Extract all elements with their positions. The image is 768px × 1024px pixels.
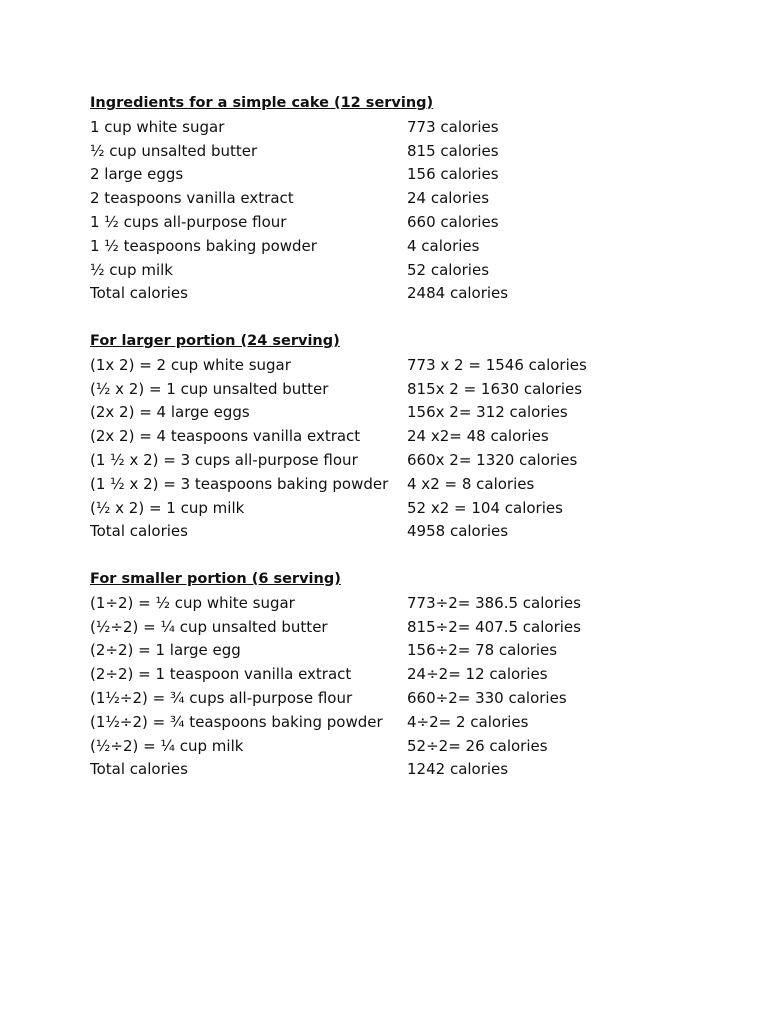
ingredient-item: (1½÷2) = ¾ teaspoons baking powder bbox=[90, 712, 383, 731]
calorie-value: 156x 2= 312 calories bbox=[407, 403, 568, 422]
ingredient-row bbox=[90, 663, 730, 687]
ingredient-item: 1 ½ teaspoons baking powder bbox=[90, 236, 317, 255]
ingredient-item: (1 ½ x 2) = 3 cups all-purpose flour bbox=[90, 450, 358, 469]
ingredient-row bbox=[90, 687, 730, 711]
total-row bbox=[90, 282, 730, 306]
calorie-value: 660÷2= 330 calories bbox=[407, 688, 567, 707]
section-heading: For smaller portion (6 serving) bbox=[90, 570, 341, 587]
ingredient-item: (2x 2) = 4 large eggs bbox=[90, 403, 250, 422]
ingredient-row bbox=[90, 187, 730, 211]
ingredient-item: (2÷2) = 1 teaspoon vanilla extract bbox=[90, 665, 352, 684]
total-value: 4958 calories bbox=[407, 522, 509, 541]
calorie-value: 52÷2= 26 calories bbox=[407, 736, 548, 755]
ingredient-row bbox=[90, 378, 730, 402]
calorie-value: 660 calories bbox=[407, 212, 499, 231]
calorie-value: 24 x2= 48 calories bbox=[407, 427, 549, 446]
calorie-value: 24 calories bbox=[407, 189, 490, 208]
total-label: Total calories bbox=[90, 522, 188, 541]
calorie-value: 815÷2= 407.5 calories bbox=[407, 617, 581, 636]
ingredient-item: 2 large eggs bbox=[90, 165, 184, 184]
ingredient-row bbox=[90, 473, 730, 497]
ingredient-row bbox=[90, 449, 730, 473]
ingredient-row bbox=[90, 497, 730, 521]
total-row bbox=[90, 520, 730, 544]
ingredient-item: (½ x 2) = 1 cup unsalted butter bbox=[90, 379, 329, 398]
ingredient-row bbox=[90, 211, 730, 235]
section-larger-portion bbox=[90, 330, 730, 544]
ingredient-row bbox=[90, 616, 730, 640]
ingredient-row bbox=[90, 354, 730, 378]
calorie-value: 52 x2 = 104 calories bbox=[407, 498, 563, 517]
ingredient-row bbox=[90, 592, 730, 616]
ingredient-item: 2 teaspoons vanilla extract bbox=[90, 189, 294, 208]
ingredient-item: 1 cup white sugar bbox=[90, 117, 225, 136]
total-label: Total calories bbox=[90, 760, 188, 779]
ingredient-item: (½÷2) = ¼ cup unsalted butter bbox=[90, 617, 328, 636]
ingredient-item: 1 ½ cups all-purpose flour bbox=[90, 212, 287, 231]
ingredient-row bbox=[90, 639, 730, 663]
ingredient-row bbox=[90, 116, 730, 140]
ingredient-row bbox=[90, 425, 730, 449]
ingredient-item: (1x 2) = 2 cup white sugar bbox=[90, 355, 291, 374]
ingredient-item: (2÷2) = 1 large egg bbox=[90, 641, 241, 660]
total-row bbox=[90, 758, 730, 782]
ingredient-row bbox=[90, 140, 730, 164]
calorie-value: 773 calories bbox=[407, 117, 499, 136]
calorie-value: 815x 2 = 1630 calories bbox=[407, 379, 583, 398]
ingredient-row bbox=[90, 735, 730, 759]
total-value: 1242 calories bbox=[407, 760, 509, 779]
section-simple-cake bbox=[90, 92, 730, 306]
ingredient-row bbox=[90, 259, 730, 283]
calorie-value: 156÷2= 78 calories bbox=[407, 641, 558, 660]
section-heading: Ingredients for a simple cake (12 serving) bbox=[90, 95, 434, 111]
ingredient-item: (½÷2) = ¼ cup milk bbox=[90, 736, 244, 755]
calorie-value: 773 x 2 = 1546 calories bbox=[407, 355, 587, 374]
ingredient-item: (2x 2) = 4 teaspoons vanilla extract bbox=[90, 427, 361, 446]
section-heading: For larger portion (24 serving) bbox=[90, 332, 340, 349]
calorie-value: 156 calories bbox=[407, 165, 499, 184]
ingredient-row bbox=[90, 163, 730, 187]
section-smaller-portion bbox=[90, 568, 730, 782]
ingredient-item: ½ cup milk bbox=[90, 260, 173, 279]
calorie-value: 52 calories bbox=[407, 260, 490, 279]
ingredient-row bbox=[90, 401, 730, 425]
total-label: Total calories bbox=[90, 284, 188, 303]
ingredient-item: (1½÷2) = ¾ cups all-purpose flour bbox=[90, 688, 353, 707]
calorie-value: 815 calories bbox=[407, 141, 499, 160]
ingredient-item: (1÷2) = ½ cup white sugar bbox=[90, 593, 295, 612]
calorie-value: 4 calories bbox=[407, 236, 480, 255]
ingredient-item: (½ x 2) = 1 cup milk bbox=[90, 498, 245, 517]
calorie-value: 24÷2= 12 calories bbox=[407, 665, 548, 684]
calorie-value: 4 x2 = 8 calories bbox=[407, 474, 535, 493]
ingredient-item: (1 ½ x 2) = 3 teaspoons baking powder bbox=[90, 474, 389, 493]
calorie-value: 773÷2= 386.5 calories bbox=[407, 593, 581, 612]
ingredient-row bbox=[90, 235, 730, 259]
calorie-value: 4÷2= 2 calories bbox=[407, 712, 529, 731]
ingredient-item: ½ cup unsalted butter bbox=[90, 141, 258, 160]
ingredient-row bbox=[90, 711, 730, 735]
document-page bbox=[90, 92, 730, 806]
calorie-value: 660x 2= 1320 calories bbox=[407, 450, 578, 469]
total-value: 2484 calories bbox=[407, 284, 509, 303]
